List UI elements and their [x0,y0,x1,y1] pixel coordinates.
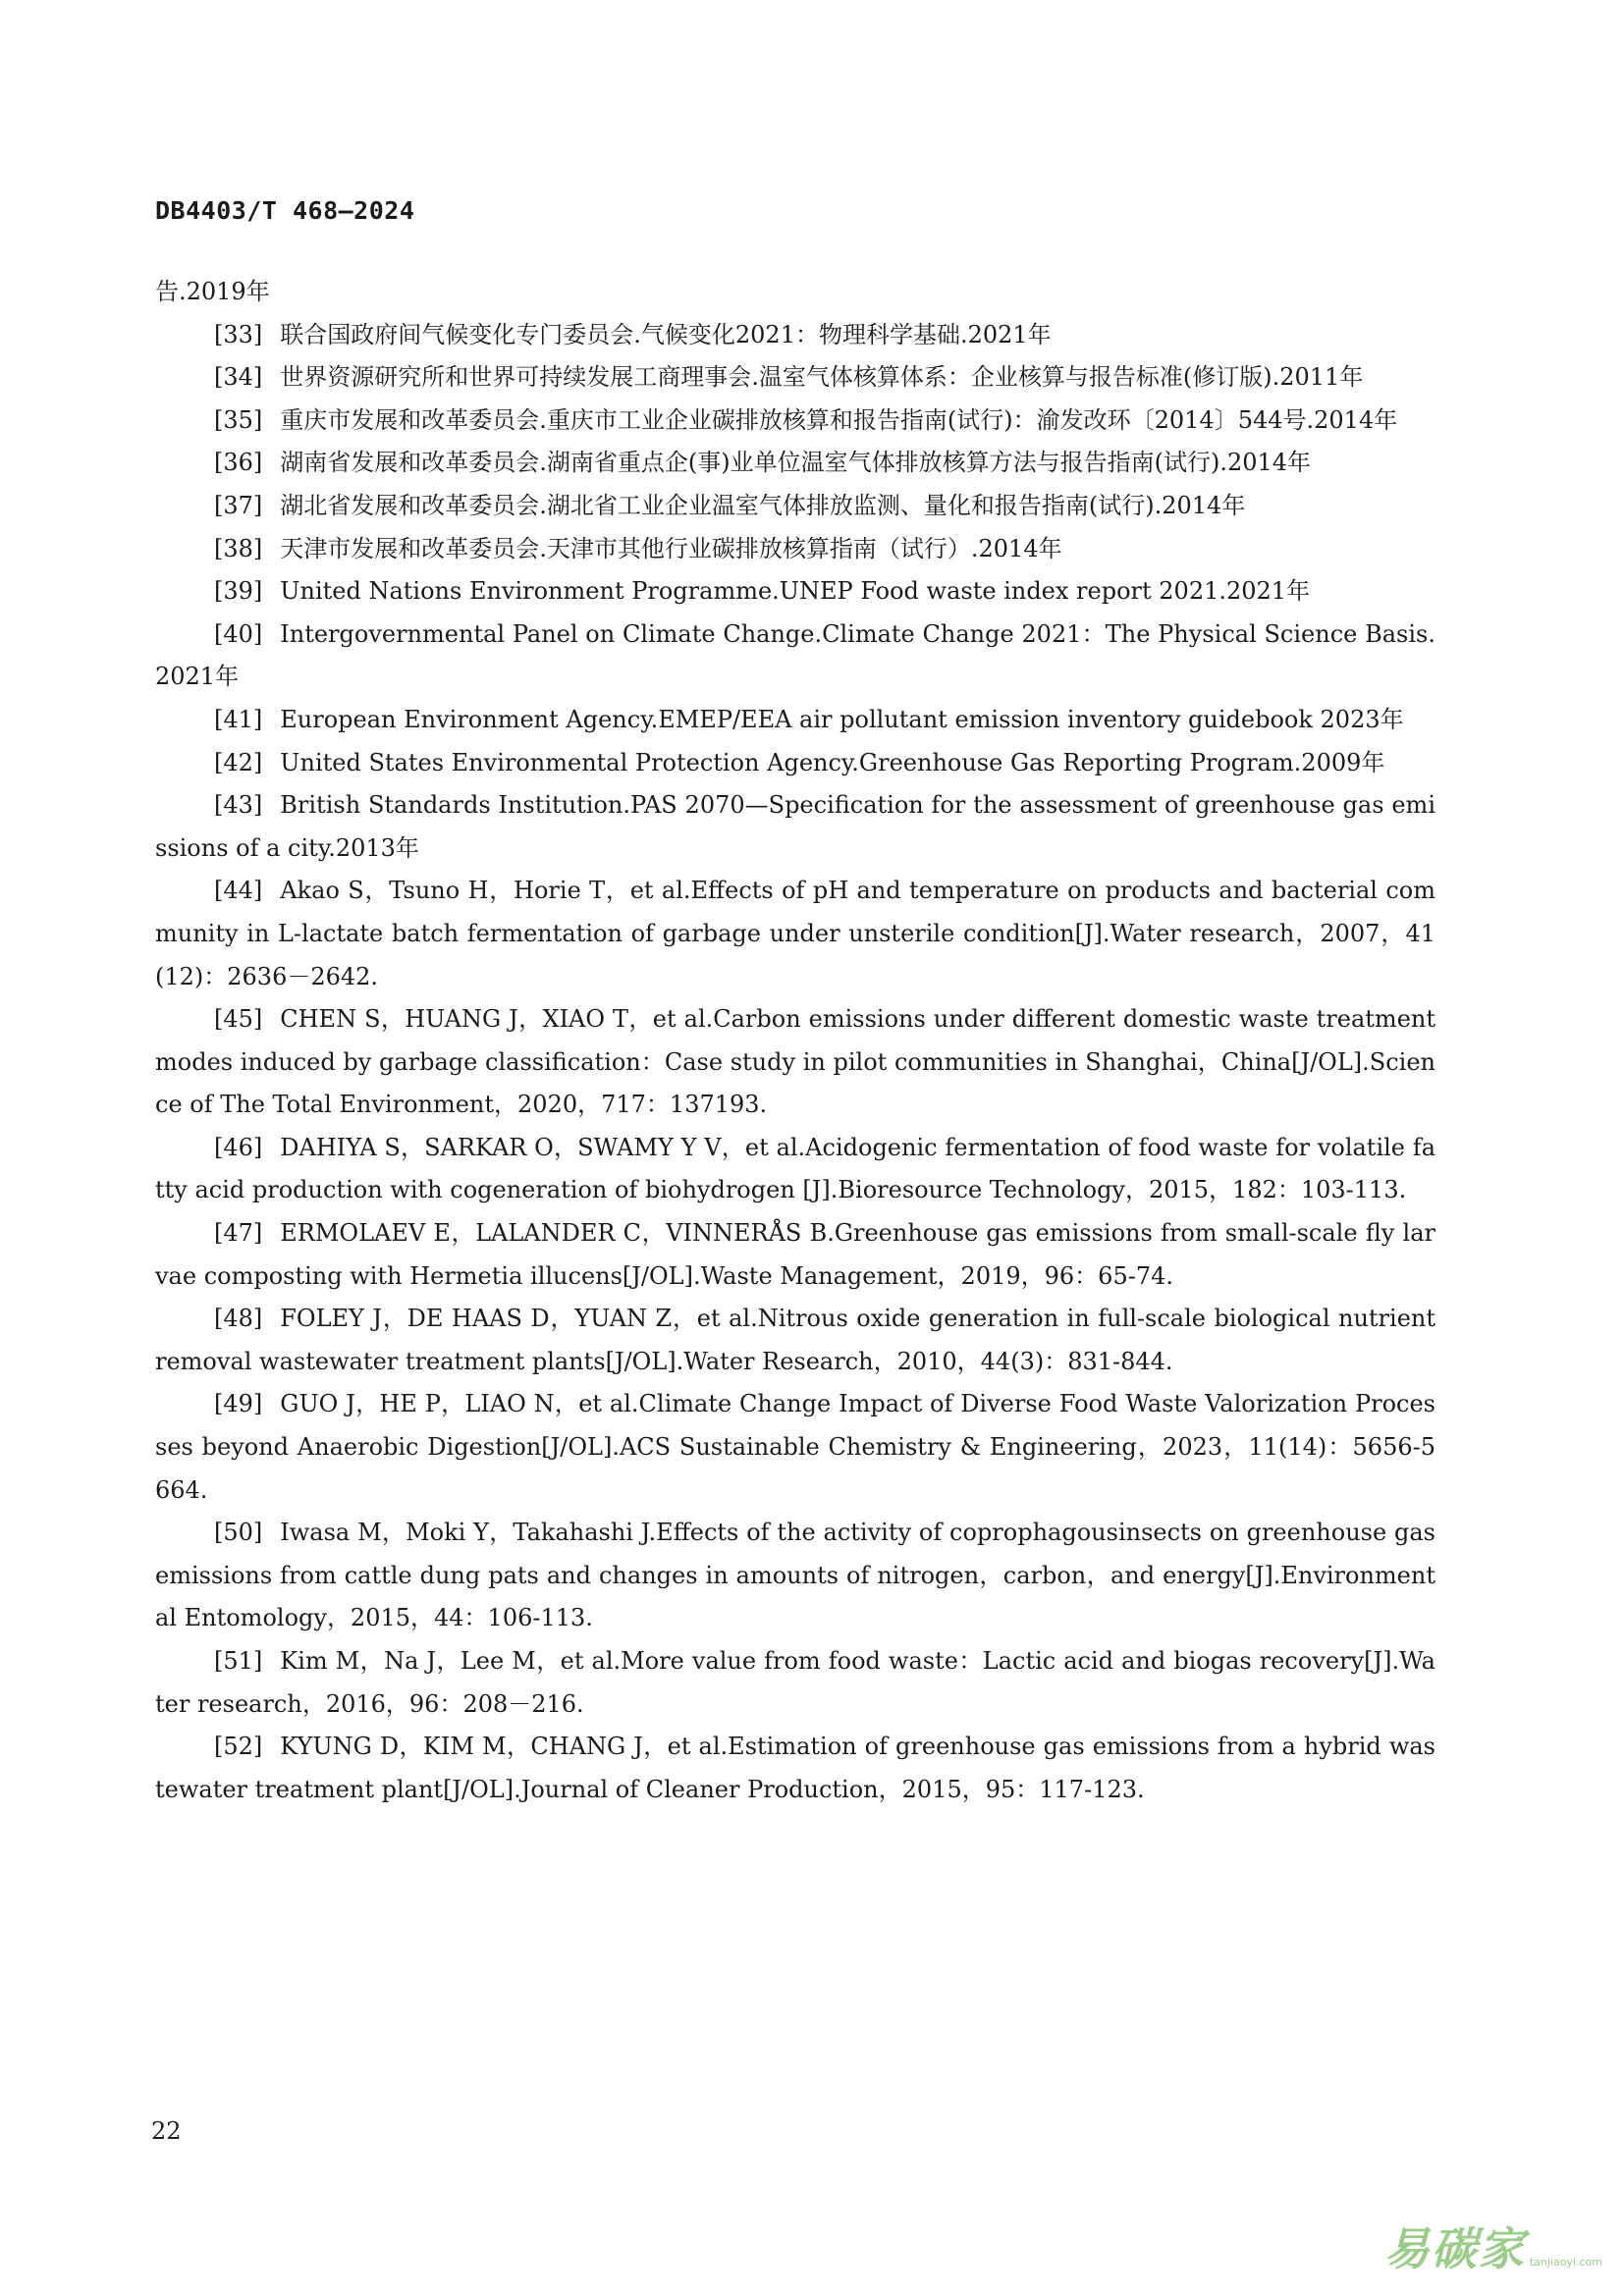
reference-number: [35] [214,405,263,434]
reference-number: [44] [214,877,263,905]
reference-entry [155,1640,1435,1726]
reference-entry [155,400,1435,443]
reference-number: [43] [214,791,263,820]
reference-text: CHEN S，HUANG J，XIAO T，et al.Carbon emissions under different domestic waste treatment modes induced by garbage classification：Case study in pilot communities in Shanghai，China[J/OL].Science of The Total Environment，2020，717：137193. [155,1005,1435,1119]
reference-number: [40] [214,619,263,648]
reference-text: 重庆市发展和改革委员会.重庆市工业企业碳排放核算和报告指南(试行)：渝发改环〔2014〕544号.2014年 [280,405,1398,434]
reference-entry [155,699,1435,742]
reference-number: [38] [214,534,263,562]
reference-number: [52] [214,1733,263,1761]
reference-number: [42] [214,748,263,776]
reference-entry [155,485,1435,528]
reference-number: [41] [214,705,263,733]
reference-text: 湖北省发展和改革委员会.湖北省工业企业温室气体排放监测、量化和报告指南(试行).2014年 [280,491,1246,519]
reference-number: [46] [214,1133,263,1161]
reference-number: [51] [214,1647,263,1675]
reference-number: [36] [214,449,263,477]
reference-number: [34] [214,363,263,392]
reference-text: 世界资源研究所和世界可持续发展工商理事会.温室气体核算体系：企业核算与报告标准(修订版).2011年 [280,363,1364,392]
reference-continuation: 告.2019年 [155,278,270,305]
references-container [155,314,1435,1812]
reference-text: European Environment Agency.EMEP/EEA air pollutant emission inventory guidebook 2023年 [280,705,1404,733]
reference-text: United States Environmental Protection Agency.Greenhouse Gas Reporting Program.2009年 [280,748,1385,776]
reference-text: United Nations Environment Programme.UNEP Food waste index report 2021.2021年 [280,577,1311,606]
reference-text: KYUNG D，KIM M，CHANG J，et al.Estimation of greenhouse gas emissions from a hybrid wastewater treatment plant[J/OL].Journal of Cleaner Production，2015，95：117-123. [155,1733,1435,1803]
reference-text: Iwasa M，Moki Y，Takahashi J.Effects of the activity of coprophagousinsects on greenhouse gas emissions from cattle dung pats and changes in amounts of nitrogen，carbon，and energy[J].Environmental Entomology，2015，44：106-113. [155,1519,1435,1632]
reference-entry [155,998,1435,1127]
reference-text: 联合国政府间气候变化专门委员会.气候变化2021：物理科学基础.2021年 [280,320,1052,348]
reference-number: [48] [214,1305,263,1333]
reference-entry [155,1383,1435,1512]
reference-entry [155,742,1435,785]
reference-text: GUO J，HE P，LIAO N，et al.Climate Change Impact of Diverse Food Waste Valorization Processes beyond Anaerobic Digestion[J/OL].ACS Sustainable Chemistry & Engineering，2023，11(14)：5656-5664. [155,1390,1435,1504]
reference-entry [155,1512,1435,1640]
reference-text: Kim M，Na J，Lee M，et al.More value from food waste：Lactic acid and biogas recovery[J].Water research，2016，96：208－216. [155,1647,1435,1718]
reference-entry [155,614,1435,699]
reference-text: Intergovernmental Panel on Climate Change.Climate Change 2021：The Physical Science Basis.2021年 [155,619,1435,691]
reference-entry [155,1127,1435,1212]
reference-text: ERMOLAEV E，LALANDER C，VINNERÅS B.Greenhouse gas emissions from small-scale fly larvae composting with Hermetia illucens[J/OL].Waste Management，2019，96：65-74. [155,1219,1435,1290]
reference-text: DAHIYA S，SARKAR O，SWAMY Y V，et al.Acidogenic fermentation of food waste for volatile fatty acid production with cogeneration of biohydrogen [J].Bioresource Technology，2015，182：103-113. [155,1133,1435,1204]
reference-entry [155,1212,1435,1298]
watermark-logo [1384,2214,1602,2278]
reference-number: [47] [214,1219,263,1248]
reference-entry [155,1726,1435,1811]
reference-number: [45] [214,1005,263,1034]
reference-entry [155,1298,1435,1383]
reference-number: [50] [214,1519,263,1547]
reference-number: [37] [214,491,263,519]
page-number: 22 [151,2117,182,2145]
reference-entry [155,528,1435,571]
reference-entry [155,442,1435,485]
watermark-text: 易碳家 [1383,2222,1526,2275]
watermark-domain: tanjiaoyi.com [1529,2256,1602,2269]
reference-number: [49] [214,1390,263,1418]
reference-number: [33] [214,320,263,348]
reference-text: 湖南省发展和改革委员会.湖南省重点企(事)业单位温室气体排放核算方法与报告指南(试行).2014年 [280,449,1312,477]
reference-text: 天津市发展和改革委员会.天津市其他行业碳排放核算指南（试行）.2014年 [280,534,1062,562]
reference-text: FOLEY J，DE HAAS D，YUAN Z，et al.Nitrous oxide generation in full-scale biological nutrient removal wastewater treatment plants[J/OL].Water Research，2010，44(3)：831-844. [155,1305,1435,1375]
reference-entry [155,784,1435,870]
reference-list [155,271,1435,1811]
reference-entry [155,570,1435,614]
reference-text: British Standards Institution.PAS 2070—Specification for the assessment of greenhouse gas emissions of a city.2013年 [155,791,1435,862]
document-code: DB4403/T 468—2024 [155,196,415,225]
reference-text: Akao S，Tsuno H，Horie T，et al.Effects of pH and temperature on products and bacterial community in L-lactate batch fermentation of garbage under unsterile condition[J].Water research，2007，41(12)：2636－2642. [155,877,1435,990]
reference-entry [155,314,1435,357]
reference-number: [39] [214,577,263,606]
reference-entry [155,356,1435,400]
reference-entry [155,870,1435,998]
